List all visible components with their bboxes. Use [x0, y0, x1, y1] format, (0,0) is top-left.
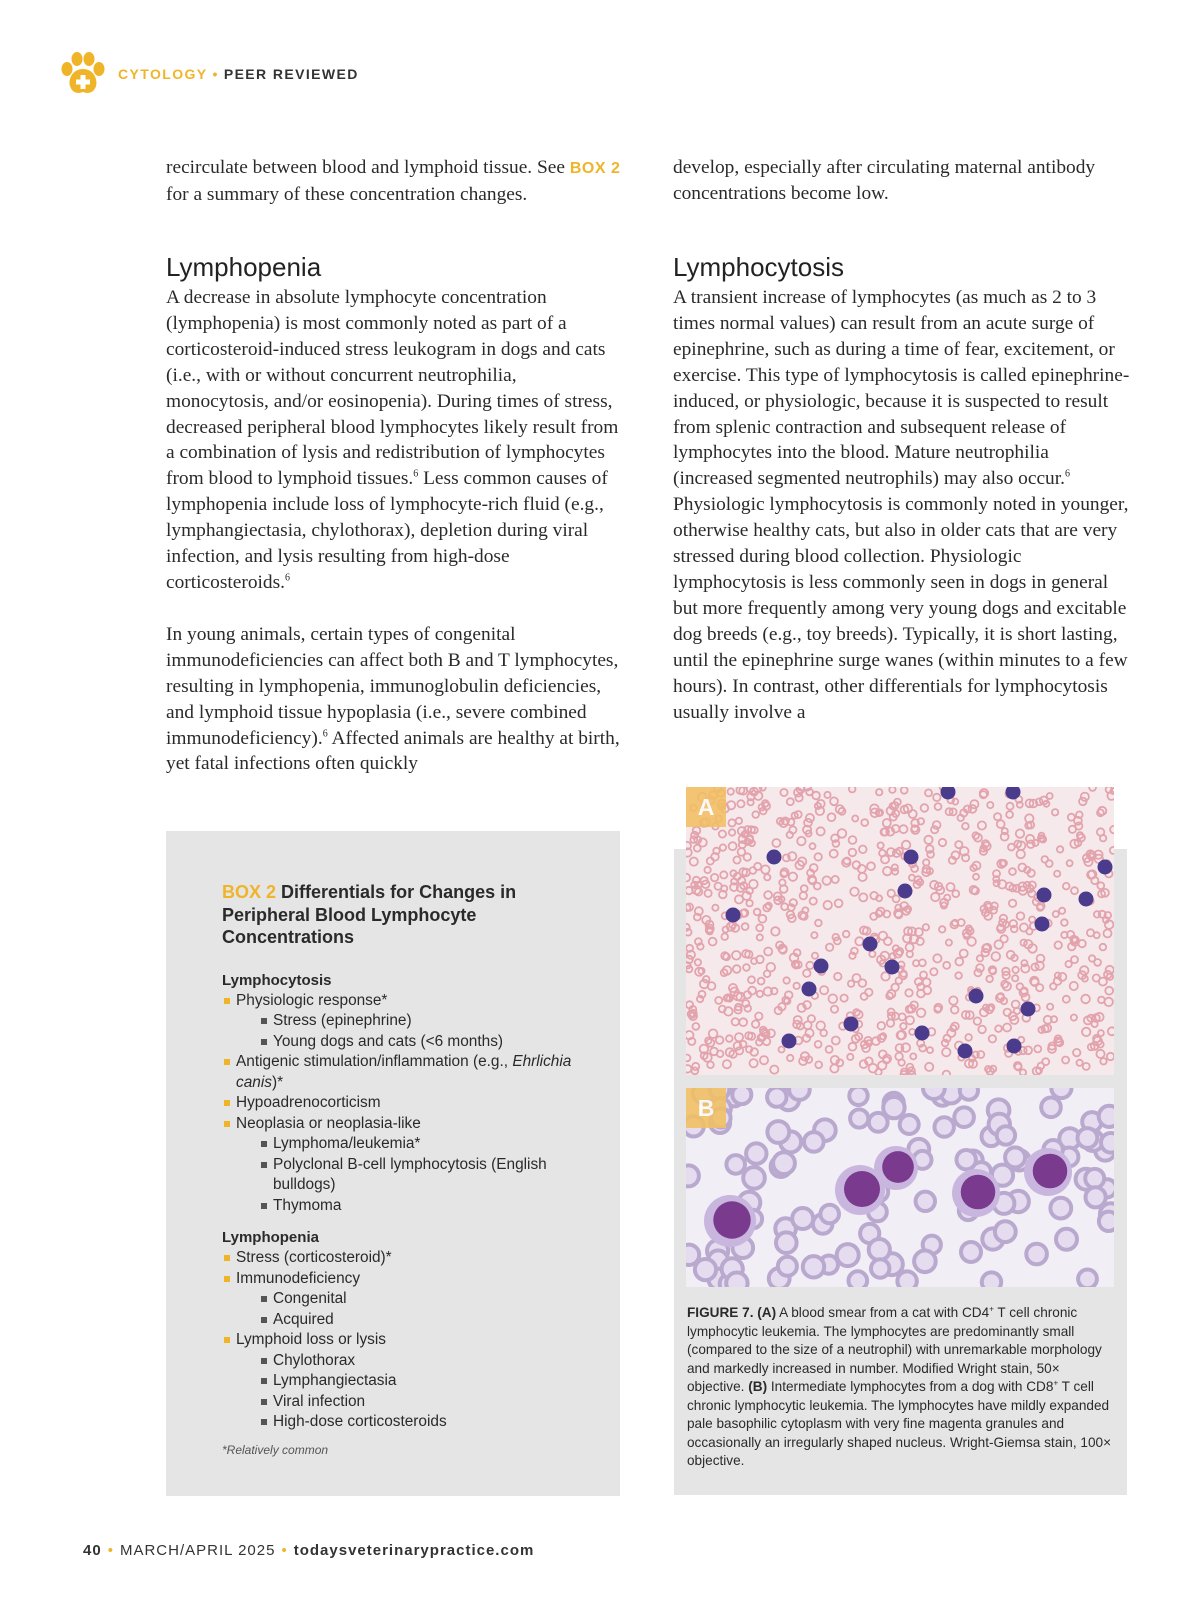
paw-cross-icon	[58, 52, 108, 96]
lymphocyte-cell	[726, 908, 741, 923]
red-blood-cell	[743, 1167, 765, 1189]
caption-sup: +	[1053, 1378, 1059, 1388]
left-intro-text: recirculate between blood and lymphoid tissue. See	[166, 157, 570, 178]
caption-sup: +	[989, 1304, 994, 1314]
paragraph-text: Physiologic lymphocytosis is commonly noted in younger, otherwise healthy cats, but also in older cats that are very stressed during blood collection. Physiologic lymphocytosis is less commonly seen in dogs in general but more frequently among very young dogs and excitable dog breeds (e.g., toy breeds). Typically, it is short lasting, until the epinephrine surge wanes (within minutes to a few hours). In contrast, other differentials for lymphocytosis usually involve a	[673, 494, 1129, 723]
lymphocyte-nucleus	[1033, 1154, 1068, 1189]
red-blood-cell	[1099, 1106, 1114, 1127]
lymphocyte-cell	[782, 1034, 797, 1049]
list-item: Young dogs and cats (<6 months)	[222, 1032, 592, 1053]
right-intro	[673, 155, 1133, 207]
list-item: Lymphoid loss or lysis	[222, 1330, 592, 1351]
red-blood-cell	[1051, 1088, 1071, 1098]
red-blood-cell	[849, 1271, 868, 1287]
lymphocytosis-heading: Lymphocytosis	[673, 252, 844, 282]
header-separator: •	[212, 66, 219, 82]
lymphocyte-cell	[898, 884, 913, 899]
lymphopenia-list	[222, 1248, 592, 1433]
footer-separator: •	[281, 1542, 288, 1559]
figure-7a-micrograph	[686, 787, 1114, 1075]
lymphopenia-heading: Lymphopenia	[166, 252, 322, 282]
list-item: Congenital	[222, 1289, 592, 1310]
list-item: Acquired	[222, 1310, 592, 1331]
box-lymphocytosis-heading: Lymphocytosis	[222, 971, 332, 989]
red-blood-cell	[803, 1256, 824, 1277]
list-item: Hypoadrenocorticism	[222, 1093, 592, 1114]
red-blood-cell	[776, 1232, 797, 1253]
lymphocyte-cell	[1007, 1039, 1022, 1054]
box-2-label: BOX 2	[222, 882, 277, 902]
lymphocyte-cell	[1021, 1002, 1036, 1017]
list-item: Stress (epinephrine)	[222, 1011, 592, 1032]
caption-b-label: (B)	[748, 1379, 768, 1394]
lymphocyte-cell	[844, 1017, 859, 1032]
red-blood-cell	[726, 1273, 747, 1288]
list-item: Antigenic stimulation/inflammation (e.g., Ehrlichia canis)*	[222, 1052, 592, 1093]
figure-7-caption	[687, 1304, 1115, 1471]
caption-a-label: (A)	[757, 1305, 777, 1320]
red-blood-cell	[961, 1242, 981, 1262]
red-blood-cell	[883, 1097, 904, 1118]
red-blood-cell	[849, 1088, 867, 1105]
list-item: Immunodeficiency	[222, 1269, 592, 1290]
caption-text: T cell chronic lymphocytic leukemia. The lymphocytes have mildly expanded pale basophilic cytoplasm with very fine magenta granules and occasionally an irregularly shaped nucleus. Wright-Giemsa stain, 100× objective.	[687, 1379, 1112, 1468]
red-blood-cell	[732, 1088, 751, 1104]
red-blood-cell	[960, 1088, 978, 1100]
box-lymphopenia-heading: Lymphopenia	[222, 1229, 319, 1246]
panel-a-label: A	[686, 787, 726, 827]
paragraph-text: In young animals, certain types of congenital immunodeficiencies can affect both B and T lymphocytes, resulting in lymphopenia, immunoglobulin deficiencies, and lymphoid tissue hypoplasia (i.e., severe combined immunodeficiency).	[166, 623, 619, 749]
red-blood-cell	[746, 1143, 766, 1163]
right-intro-text: develop, especially after circulating maternal antibody concentrations become low.	[673, 157, 1096, 204]
red-blood-cell	[820, 1205, 839, 1224]
page-header	[58, 52, 359, 96]
list-item: Stress (corticosteroid)*	[222, 1248, 592, 1269]
citation-ref: 6	[322, 728, 328, 740]
footer-separator: •	[107, 1542, 114, 1559]
red-blood-cell	[914, 1251, 936, 1273]
red-blood-cell	[957, 1150, 976, 1169]
lymphocyte-cell	[863, 937, 878, 952]
caption-figure-label: FIGURE 7.	[687, 1305, 754, 1320]
lymphocytosis-list	[222, 991, 592, 1217]
lymphocyte-nucleus	[713, 1201, 750, 1238]
list-item: Lymphoma/leukemia*	[222, 1134, 592, 1155]
red-blood-cell	[1026, 1244, 1047, 1265]
list-item: Thymoma	[222, 1196, 592, 1217]
caption-text: Intermediate lymphocytes from a dog with CD8	[767, 1379, 1054, 1394]
caption-text: A blood smear from a cat with CD4	[776, 1305, 990, 1320]
lymphocytosis-body	[673, 285, 1133, 725]
lymphopenia-body	[166, 285, 621, 777]
citation-ref: 6	[285, 572, 291, 584]
red-blood-cell	[982, 1272, 1001, 1287]
red-blood-cell	[767, 1088, 786, 1107]
lymphocyte-cell	[1098, 860, 1113, 875]
lymphocyte-cell	[814, 959, 829, 974]
red-blood-cell	[1101, 1133, 1114, 1153]
caption-text: T cell chronic lymphocytic leukemia. The lymphocytes are predominantly small (compared to the size of a neutrophil) with unremarkable morphology and markedly increased in number. Modified Wright stain, 50× objective.	[687, 1305, 1102, 1394]
red-blood-cell	[1085, 1169, 1104, 1188]
box-2-reference: BOX 2	[569, 160, 621, 177]
lymphocyte-cell	[915, 1026, 930, 1041]
lymphocyte-cell	[1037, 888, 1052, 903]
left-intro	[166, 155, 621, 208]
red-blood-cell	[916, 1192, 935, 1211]
list-item: Lymphangiectasia	[222, 1371, 592, 1392]
red-blood-cell	[686, 1245, 699, 1265]
red-blood-cell	[935, 1117, 954, 1136]
page-footer	[83, 1542, 534, 1559]
lymphocyte-cell	[1035, 917, 1050, 932]
paragraph-text: A transient increase of lymphocytes (as much as 2 to 3 times normal values) can result from an acute surge of epinephrine, such as during a time of fear, excitement, or exercise. This type of lymphocytosis is called epinephrine-induced, or physiologic, because it is suspected to result from splenic contraction and subsequent release of lymphocytes into the blood. Mature neutrophilia (increased segmented neutrophils) may also occur.	[673, 287, 1130, 490]
red-blood-cell	[1078, 1270, 1097, 1288]
red-blood-cell	[726, 1155, 745, 1174]
red-blood-cell	[871, 1259, 889, 1277]
list-item: Physiologic response*	[222, 991, 592, 1012]
lymphocyte-cell	[969, 989, 984, 1004]
peer-reviewed-label: PEER REVIEWED	[223, 66, 359, 82]
red-blood-cell	[1099, 1212, 1114, 1231]
lymphocyte-cell	[958, 1044, 973, 1059]
panel-b-label: B	[686, 1088, 726, 1128]
list-item: Viral infection	[222, 1392, 592, 1413]
red-blood-cell	[837, 1244, 859, 1266]
red-blood-cell	[1041, 1098, 1061, 1118]
lymphocyte-cell	[767, 850, 782, 865]
lymphocyte-nucleus	[961, 1175, 996, 1210]
lymphocyte-cell	[802, 982, 817, 997]
red-blood-cell	[869, 1239, 890, 1260]
website-link[interactable]: todaysveterinarypractice.com	[293, 1542, 535, 1559]
paragraph-text: Affected animals are healthy at birth, yet fatal infections often quickly	[166, 727, 620, 775]
red-blood-cell	[773, 1152, 795, 1174]
list-item: Neoplasia or neoplasia-like	[222, 1114, 592, 1135]
red-blood-cell	[778, 1257, 797, 1276]
lymphocyte-cell	[904, 850, 919, 865]
red-blood-cell	[767, 1121, 789, 1143]
red-blood-cell	[954, 1107, 974, 1127]
red-blood-cell	[804, 1132, 824, 1152]
red-blood-cell	[1005, 1147, 1025, 1167]
red-blood-cell	[1056, 1229, 1077, 1250]
lymphocyte-cell	[885, 960, 900, 975]
red-blood-cell	[997, 1126, 1015, 1144]
red-blood-cell	[995, 1221, 1016, 1242]
box-2-title-text: Differentials for Changes in Peripheral Blood Lymphocyte Concentrations	[222, 882, 517, 947]
citation-ref: 6	[1065, 468, 1070, 480]
red-blood-cell	[850, 1109, 868, 1127]
box-2-sidebar	[166, 831, 620, 1496]
list-item: Chylothorax	[222, 1351, 592, 1372]
red-blood-cell	[1078, 1128, 1098, 1148]
left-intro-text-after: for a summary of these concentration changes.	[166, 183, 528, 205]
box-2-title	[222, 881, 592, 949]
page-number: 40	[83, 1542, 102, 1559]
paragraph-text: A decrease in absolute lymphocyte concentration (lymphopenia) is most commonly noted as part of a corticosteroid-induced stress leukogram in dogs and cats (i.e., with or without concurrent neutrophilia, monocytosis, and/or eosinopenia). During times of stress, decreased peripheral blood lymphocytes likely result from a combination of lysis and redistribution of lymphocytes from blood to lymphoid tissues.	[166, 287, 619, 490]
red-blood-cell	[1050, 1198, 1071, 1219]
section-label: CYTOLOGY	[118, 66, 208, 82]
red-blood-cell	[792, 1208, 813, 1229]
list-item: High-dose corticosteroids	[222, 1412, 592, 1433]
lymphocyte-nucleus	[844, 1171, 880, 1207]
lymphocyte-cell	[1079, 892, 1094, 907]
red-blood-cell	[923, 1088, 945, 1099]
box-footnote: *Relatively common	[222, 1442, 329, 1457]
paragraph-text: Less common causes of lymphopenia include loss of lymphocyte-rich fluid (e.g., lymphangiectasia, chylothorax), depletion during viral infection, and lysis resulting from high-dose corticosteroids.	[166, 468, 608, 593]
issue-date: MARCH/APRIL 2025	[119, 1542, 276, 1559]
red-blood-cell	[900, 1115, 919, 1134]
lymphocyte-nucleus	[882, 1151, 914, 1183]
figure-7b-micrograph	[686, 1088, 1114, 1287]
red-blood-cell	[1086, 1187, 1106, 1207]
red-blood-cell	[686, 1165, 699, 1186]
red-blood-cell	[789, 1088, 810, 1100]
list-item: Polyclonal B-cell lymphocytosis (English bulldogs)	[222, 1155, 592, 1196]
citation-ref: 6	[413, 468, 419, 480]
